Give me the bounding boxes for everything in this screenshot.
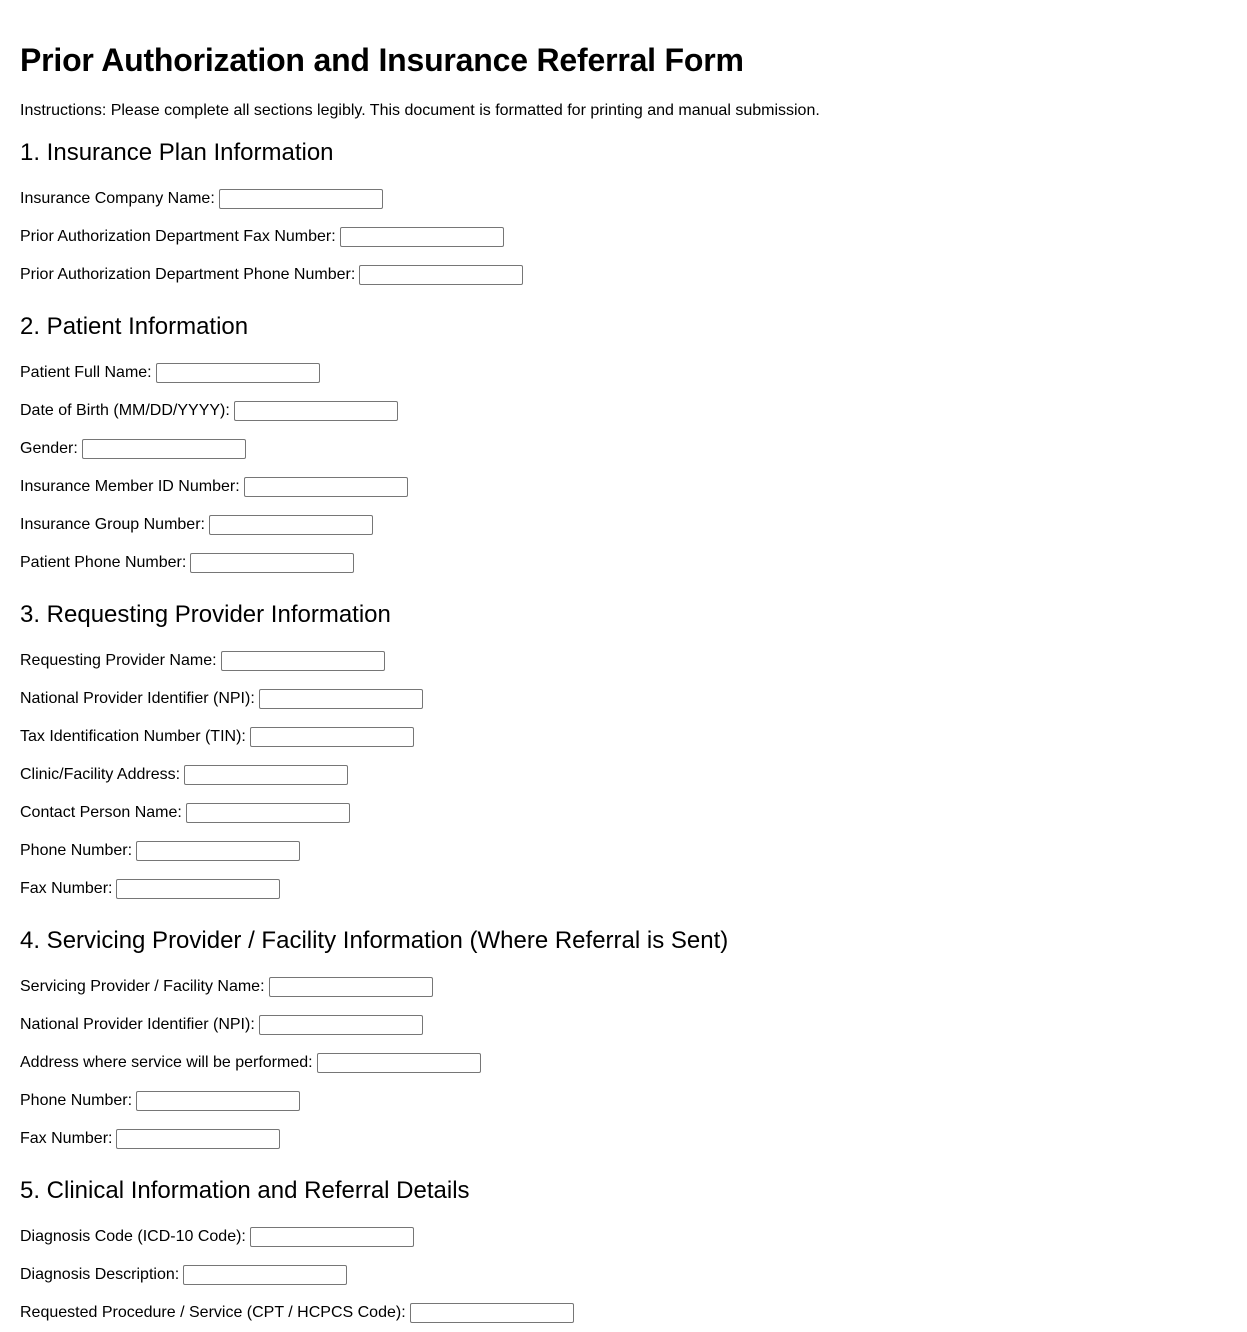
- servicing-fax-input[interactable]: [116, 1129, 280, 1149]
- field-servicing-fax: [20, 1120, 1227, 1158]
- field-prior-auth-fax: [20, 218, 1227, 256]
- requesting-fax-input[interactable]: [116, 879, 280, 899]
- section-heading: 1. Insurance Plan Information: [20, 139, 334, 166]
- field-label: Insurance Group Number:: [20, 516, 205, 533]
- requesting-phone-input[interactable]: [136, 841, 300, 861]
- member-id-input[interactable]: [244, 477, 408, 497]
- field-label: Gender:: [20, 440, 78, 457]
- service-address-input[interactable]: [317, 1053, 481, 1073]
- field-label: Clinic/Facility Address:: [20, 766, 181, 783]
- page-title: Prior Authorization and Insurance Referral Form: [20, 42, 744, 78]
- field-servicing-npi: [20, 1006, 1227, 1044]
- requesting-npi-input[interactable]: [259, 689, 423, 709]
- field-insurance-company-name: [20, 180, 1227, 218]
- field-member-id: [20, 468, 1227, 506]
- field-requesting-npi: [20, 680, 1227, 718]
- field-date-of-birth: [20, 392, 1227, 430]
- servicing-facility-name-input[interactable]: [269, 977, 433, 997]
- field-label: Patient Full Name:: [20, 364, 152, 381]
- field-label: Fax Number:: [20, 1130, 113, 1147]
- patient-phone-input[interactable]: [190, 553, 354, 573]
- field-contact-person: [20, 794, 1227, 832]
- servicing-phone-input[interactable]: [136, 1091, 300, 1111]
- section-insurance-plan: [20, 139, 1227, 294]
- field-requested-procedure: [20, 1294, 1227, 1332]
- section-heading: 4. Servicing Provider / Facility Information (Where Referral is Sent): [20, 927, 729, 954]
- field-diagnosis-description: [20, 1256, 1227, 1294]
- requesting-provider-name-input[interactable]: [221, 651, 385, 671]
- diagnosis-code-input[interactable]: [250, 1227, 414, 1247]
- form-instructions: Instructions: Please complete all sections legibly. This document is formatted for printing and manual submission.: [20, 102, 820, 119]
- group-number-input[interactable]: [209, 515, 373, 535]
- field-label: Fax Number:: [20, 880, 113, 897]
- insurance-company-name-input[interactable]: [219, 189, 383, 209]
- field-label: Address where service will be performed:: [20, 1054, 313, 1071]
- field-diagnosis-code: [20, 1218, 1227, 1256]
- field-label: Insurance Member ID Number:: [20, 478, 240, 495]
- field-label: Patient Phone Number:: [20, 554, 187, 571]
- field-label: National Provider Identifier (NPI):: [20, 1016, 255, 1033]
- field-label: Prior Authorization Department Fax Number:: [20, 228, 336, 245]
- field-tin: [20, 718, 1227, 756]
- field-label: Insurance Company Name:: [20, 190, 215, 207]
- field-label: Tax Identification Number (TIN):: [20, 728, 246, 745]
- section-servicing-provider: [20, 927, 1227, 1158]
- servicing-npi-input[interactable]: [259, 1015, 423, 1035]
- section-heading: 2. Patient Information: [20, 313, 249, 340]
- patient-full-name-input[interactable]: [156, 363, 320, 383]
- date-of-birth-input[interactable]: [234, 401, 398, 421]
- prior-auth-phone-input[interactable]: [359, 265, 523, 285]
- field-requesting-phone: [20, 832, 1227, 870]
- contact-person-input[interactable]: [186, 803, 350, 823]
- field-label: Prior Authorization Department Phone Number:: [20, 266, 356, 283]
- gender-input[interactable]: [82, 439, 246, 459]
- field-label: Date of Birth (MM/DD/YYYY):: [20, 402, 230, 419]
- requested-procedure-input[interactable]: [410, 1303, 574, 1323]
- field-patient-phone: [20, 544, 1227, 582]
- field-label: Requesting Provider Name:: [20, 652, 217, 669]
- section-clinical-information: [20, 1177, 1227, 1332]
- tin-input[interactable]: [250, 727, 414, 747]
- diagnosis-description-input[interactable]: [183, 1265, 347, 1285]
- section-patient-information: [20, 313, 1227, 582]
- field-servicing-phone: [20, 1082, 1227, 1120]
- prior-auth-fax-input[interactable]: [340, 227, 504, 247]
- field-requesting-fax: [20, 870, 1227, 908]
- field-patient-full-name: [20, 354, 1227, 392]
- field-label: Servicing Provider / Facility Name:: [20, 978, 265, 995]
- field-requesting-provider-name: [20, 642, 1227, 680]
- field-gender: [20, 430, 1227, 468]
- field-label: Requested Procedure / Service (CPT / HCPCS Code):: [20, 1304, 406, 1321]
- field-label: Phone Number:: [20, 1092, 133, 1109]
- field-prior-auth-phone: [20, 256, 1227, 294]
- field-service-address: [20, 1044, 1227, 1082]
- section-heading: 3. Requesting Provider Information: [20, 601, 391, 628]
- field-label: Phone Number:: [20, 842, 133, 859]
- field-group-number: [20, 506, 1227, 544]
- section-heading: 5. Clinical Information and Referral Details: [20, 1177, 470, 1204]
- field-label: Contact Person Name:: [20, 804, 182, 821]
- field-label: National Provider Identifier (NPI):: [20, 690, 255, 707]
- field-clinic-address: [20, 756, 1227, 794]
- clinic-address-input[interactable]: [184, 765, 348, 785]
- field-label: Diagnosis Description:: [20, 1266, 180, 1283]
- section-requesting-provider: [20, 601, 1227, 908]
- field-label: Diagnosis Code (ICD-10 Code):: [20, 1228, 246, 1245]
- field-servicing-facility-name: [20, 968, 1227, 1006]
